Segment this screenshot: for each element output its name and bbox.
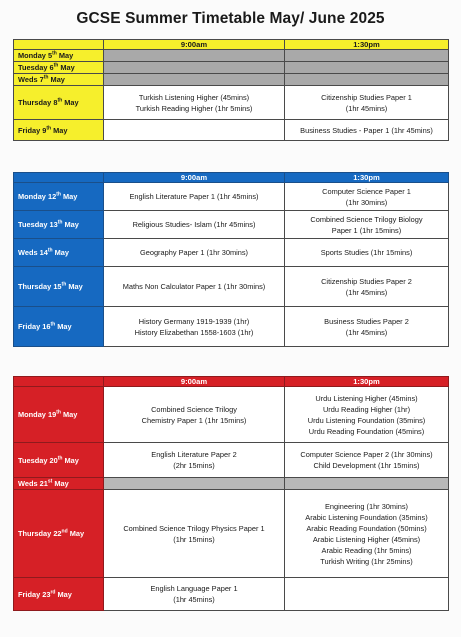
pm-session	[285, 50, 449, 62]
exam-entry-line: Urdu Reading Higher (1hr)	[322, 404, 411, 414]
exam-entry-line: (1hr 45mins)	[345, 327, 388, 337]
pm-session	[285, 86, 449, 120]
table-row	[14, 478, 449, 490]
day-text: Weds 14	[18, 248, 48, 257]
day-ordinal-suffix: th	[56, 409, 61, 416]
exam-entry-line: Computer Science Paper 2 (1hr 30mins)	[300, 450, 433, 459]
am-session	[104, 578, 285, 611]
header-row	[14, 173, 449, 183]
month-text: May	[52, 479, 69, 488]
am-session	[104, 50, 285, 62]
am-session	[104, 120, 285, 141]
day-ordinal-suffix: th	[46, 125, 52, 132]
am-session	[104, 443, 285, 478]
day-text: Friday 9	[18, 125, 47, 135]
day-text: Monday 12	[18, 192, 57, 201]
exam-entry-line: Maths Non Calculator Paper 1 (1hr 30mins)	[122, 282, 266, 291]
exam-entry-line: History Elizabethan 1558-1603 (1hr)	[134, 327, 254, 337]
header-am: 9:00am	[104, 40, 285, 50]
exam-entry-line: Arabic Listening Foundation (35mins)	[305, 512, 428, 522]
exam-entry-line: Citizenship Studies Paper 2	[321, 276, 412, 286]
table-row	[14, 86, 449, 120]
day-label	[14, 86, 104, 120]
day-ordinal-suffix: th	[43, 74, 49, 81]
header-corner	[14, 173, 104, 183]
am-session	[104, 86, 285, 120]
table-row	[14, 62, 449, 74]
table-row	[14, 74, 449, 86]
pm-session	[285, 490, 449, 578]
day-label	[14, 267, 104, 307]
table-row	[14, 50, 449, 62]
am-session	[104, 62, 285, 74]
exam-entry-line: English Literature Paper 1 (1hr 45mins)	[129, 192, 259, 201]
exam-entry-line: Combined Science Trilogy	[151, 404, 237, 414]
day-text: Thursday 8	[18, 98, 58, 107]
header-row	[14, 40, 449, 50]
month-text: May	[66, 282, 83, 291]
day-text: Tuesday 20	[18, 455, 58, 465]
table-row	[14, 239, 449, 267]
month-text: May	[55, 322, 72, 331]
table-row	[14, 211, 449, 239]
month-text: May	[62, 98, 79, 107]
day-label	[14, 443, 104, 478]
exam-entry-line: Sports Studies (1hr 15mins)	[320, 248, 413, 257]
month-text: May	[67, 529, 85, 538]
day-label	[14, 120, 104, 141]
exam-entry-line: Religious Studies- Islam (1hr 45mins)	[132, 220, 256, 229]
am-session	[104, 387, 285, 443]
day-ordinal-suffix: th	[52, 50, 57, 57]
day-ordinal-suffix: th	[57, 219, 63, 226]
table-row	[14, 443, 449, 478]
exam-entry-line: Computer Science Paper 1	[322, 186, 411, 196]
month-text: May	[51, 125, 68, 135]
exam-entry-line: History Germany 1919-1939 (1hr)	[138, 316, 250, 326]
table-row	[14, 578, 449, 611]
day-text: Monday 5	[18, 51, 53, 60]
month-text: May	[60, 410, 78, 419]
exam-entry-line: Arabic Reading Foundation (50mins)	[306, 523, 427, 533]
pm-session	[285, 120, 449, 141]
day-label	[14, 307, 104, 347]
am-session	[104, 211, 285, 239]
exam-entry-line: Urdu Listening Foundation (35mins)	[307, 415, 426, 425]
exam-entry-line: Business Studies - Paper 1 (1hr 45mins)	[300, 125, 433, 135]
day-ordinal-suffix: th	[61, 281, 67, 288]
day-ordinal-suffix: th	[50, 321, 56, 328]
pm-session	[285, 443, 449, 478]
day-ordinal-suffix: nd	[61, 528, 68, 535]
exam-entry-line: Arabic Listening Higher (45mins)	[312, 534, 421, 544]
table-row	[14, 267, 449, 307]
day-ordinal-suffix: th	[56, 191, 61, 198]
header-corner	[14, 40, 104, 50]
exam-entry-line: (1hr 45mins)	[173, 595, 215, 604]
day-label	[14, 490, 104, 578]
day-label	[14, 74, 104, 86]
table-row	[14, 387, 449, 443]
header-pm: 1:30pm	[285, 40, 449, 50]
timetable-block-3	[13, 376, 449, 611]
header-pm: 1:30pm	[285, 377, 449, 387]
exam-entry-line: Geography Paper 1 (1hr 30mins)	[139, 248, 249, 257]
day-label	[14, 62, 104, 74]
day-ordinal-suffix: th	[57, 455, 63, 462]
header-pm: 1:30pm	[285, 173, 449, 183]
table-row	[14, 120, 449, 141]
header-am: 9:00am	[104, 377, 285, 387]
pm-session	[285, 183, 449, 211]
page-title: GCSE Summer Timetable May/ June 2025	[76, 10, 385, 27]
day-label	[14, 183, 104, 211]
day-label	[14, 50, 104, 62]
day-label	[14, 211, 104, 239]
month-text: May	[52, 248, 70, 257]
am-session	[104, 183, 285, 211]
exam-entry-line: Turkish Listening Higher (45mins)	[138, 92, 250, 102]
day-text: Friday 23	[18, 589, 51, 599]
day-ordinal-suffix: rd	[50, 589, 56, 596]
exam-entry-line: Turkish Reading Higher (1hr 5mins)	[135, 103, 253, 113]
pm-session	[285, 239, 449, 267]
exam-entry-line: (1hr 45mins)	[345, 287, 388, 297]
day-label	[14, 387, 104, 443]
day-label	[14, 239, 104, 267]
pm-session	[285, 267, 449, 307]
pm-session	[285, 211, 449, 239]
day-label	[14, 478, 104, 490]
month-text: May	[55, 589, 72, 599]
exam-entry-line: Turkish Writing (1hr 25mins)	[320, 556, 413, 566]
day-text: Friday 16	[18, 322, 51, 331]
table-row	[14, 183, 449, 211]
month-text: May	[48, 75, 65, 84]
exam-entry-line: English Literature Paper 2	[151, 450, 237, 459]
day-ordinal-suffix: st	[47, 478, 53, 485]
header-row	[14, 377, 449, 387]
day-ordinal-suffix: th	[53, 62, 59, 69]
am-session	[104, 307, 285, 347]
pm-session	[285, 62, 449, 74]
pm-session	[285, 307, 449, 347]
day-text: Monday 19	[18, 410, 57, 419]
am-session	[104, 239, 285, 267]
exam-entry-line: (1hr 30mins)	[345, 197, 388, 207]
pm-session	[285, 578, 449, 611]
pm-session	[285, 74, 449, 86]
exam-entry-line: Child Development (1hr 15mins)	[313, 461, 420, 470]
am-session	[104, 478, 285, 490]
exam-entry-line: Engineering (1hr 30mins)	[325, 501, 408, 511]
day-ordinal-suffix: th	[57, 97, 63, 104]
timetable-block-2	[13, 172, 449, 347]
exam-entry-line: (2hr 15mins)	[173, 461, 215, 470]
day-ordinal-suffix: th	[47, 247, 53, 254]
day-text: Weds 21	[18, 479, 48, 488]
exam-entry-line: (1hr 15mins)	[173, 534, 215, 544]
header-am: 9:00am	[104, 173, 285, 183]
day-label	[14, 578, 104, 611]
pm-session	[285, 478, 449, 490]
exam-entry-line: (1hr 45mins)	[345, 103, 388, 113]
month-text: May	[62, 220, 79, 229]
am-session	[104, 267, 285, 307]
exam-entry-line: English Language Paper 1	[150, 584, 238, 593]
am-session	[104, 74, 285, 86]
exam-entry-line: Urdu Reading Foundation (45mins)	[308, 426, 425, 436]
exam-entry-line: Paper 1 (1hr 15mins)	[331, 225, 402, 235]
exam-entry-line: Urdu Listening Higher (45mins)	[315, 393, 418, 403]
table-row	[14, 307, 449, 347]
pm-session	[285, 387, 449, 443]
month-text: May	[60, 192, 78, 201]
header-corner	[14, 377, 104, 387]
table-row	[14, 490, 449, 578]
exam-entry-line: Combined Science Trilogy Biology	[310, 214, 423, 224]
exam-entry-line: Combined Science Trilogy Physics Paper 1	[123, 523, 265, 533]
day-text: Tuesday 13	[18, 220, 58, 229]
exam-entry-line: Chemistry Paper 1 (1hr 15mins)	[141, 415, 247, 425]
exam-entry-line: Business Studies Paper 2	[324, 316, 409, 326]
month-text: May	[56, 51, 74, 60]
day-text: Tuesday 6	[18, 63, 54, 72]
exam-entry-line: Arabic Reading (1hr 5mins)	[321, 545, 412, 555]
exam-entry-line: Citizenship Studies Paper 1	[321, 92, 412, 102]
timetable-block-1	[13, 39, 449, 141]
month-text: May	[62, 455, 79, 465]
day-text: Thursday 22	[18, 529, 62, 538]
day-text: Thursday 15	[18, 282, 62, 291]
month-text: May	[58, 63, 75, 72]
day-text: Weds 7	[18, 75, 44, 84]
am-session	[104, 490, 285, 578]
